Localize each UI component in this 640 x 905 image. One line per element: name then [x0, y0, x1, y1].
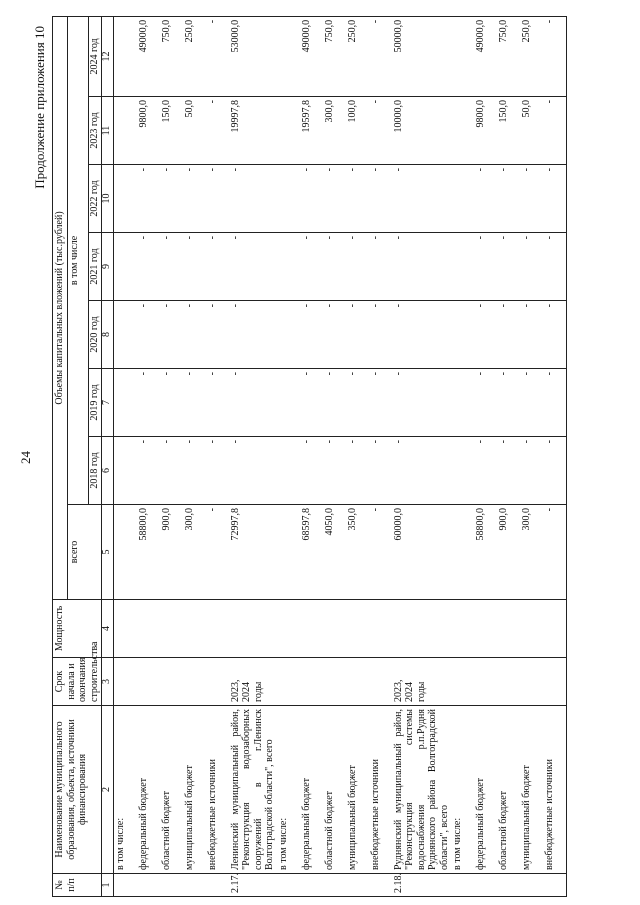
row-term: [346, 658, 369, 706]
row-capacity: [277, 600, 300, 658]
row-name: федеральный бюджет: [300, 706, 323, 874]
column-number: 4: [102, 600, 114, 658]
row-year-value: -: [160, 301, 183, 369]
row-year-value: -: [543, 233, 567, 301]
row-term: [160, 658, 183, 706]
row-year-value: -: [497, 369, 520, 437]
row-year-value: -: [346, 437, 369, 505]
row-name: Ленинский муниципальный район, "Реконструкция водозаборных сооружений в г.Ленинск Волгоградской области", всего: [229, 706, 277, 874]
row-total: -: [206, 505, 229, 600]
row-year-value: -: [369, 233, 392, 301]
row-year-value: -: [300, 369, 323, 437]
column-number: 6: [102, 437, 114, 505]
table-row: [206, 16, 229, 896]
row-year-value: -: [474, 233, 497, 301]
row-year-value: -: [323, 301, 346, 369]
row-name: муниципальный бюджет: [346, 706, 369, 874]
row-year-value: -: [300, 165, 323, 233]
row-capacity: [392, 600, 452, 658]
header-number: № п/п: [53, 874, 102, 897]
row-year-value: 250,0: [520, 16, 543, 96]
row-year-value: -: [323, 233, 346, 301]
row-term: [277, 658, 300, 706]
row-year-value: -: [137, 233, 160, 301]
row-year-value: -: [497, 233, 520, 301]
row-name: Руднянский муниципальный район, "Реконструкция системы водоснабжения р.п.Рудня Руднянского района Волгоградской области", всего: [392, 706, 452, 874]
row-year-value: -: [543, 301, 567, 369]
row-year-value: [451, 233, 474, 301]
row-year-value: -: [137, 369, 160, 437]
row-number: [323, 874, 346, 897]
header-capacity: Мощность: [53, 600, 102, 658]
row-number: [277, 874, 300, 897]
table-row: [474, 16, 497, 896]
row-year-value: 750,0: [497, 16, 520, 96]
header-year: 2023 год: [88, 97, 102, 165]
header-term: Срок начала и окончания строительства: [53, 658, 102, 706]
row-year-value: [113, 97, 137, 165]
row-year-value: -: [392, 301, 452, 369]
row-year-value: -: [206, 16, 229, 96]
row-year-value: -: [520, 437, 543, 505]
row-year-value: -: [369, 165, 392, 233]
row-term: [369, 658, 392, 706]
row-name: в том числе:: [113, 706, 137, 874]
row-capacity: [474, 600, 497, 658]
row-year-value: 10000,0: [392, 97, 452, 165]
row-number: 2.18.: [392, 874, 452, 897]
row-year-value: -: [206, 165, 229, 233]
row-total: [451, 505, 474, 600]
row-year-value: 150,0: [497, 97, 520, 165]
row-year-value: -: [137, 437, 160, 505]
row-year-value: 100,0: [346, 97, 369, 165]
row-year-value: -: [543, 16, 567, 96]
row-year-value: [451, 437, 474, 505]
column-number-row: [102, 16, 114, 896]
row-name: внебюджетные источники: [206, 706, 229, 874]
column-number: 5: [102, 505, 114, 600]
header-year: 2018 год: [88, 437, 102, 505]
table-row: [392, 16, 452, 896]
row-number: [183, 874, 206, 897]
row-year-value: [113, 16, 137, 96]
row-year-value: -: [183, 369, 206, 437]
row-year-value: -: [183, 301, 206, 369]
row-year-value: 53000,0: [229, 16, 277, 96]
row-name: внебюджетные источники: [369, 706, 392, 874]
row-name: федеральный бюджет: [474, 706, 497, 874]
row-capacity: [323, 600, 346, 658]
row-total: 4050,0: [323, 505, 346, 600]
table-row: [369, 16, 392, 896]
row-year-value: -: [229, 301, 277, 369]
header-year: 2021 год: [88, 233, 102, 301]
row-year-value: 50,0: [183, 97, 206, 165]
row-capacity: [369, 600, 392, 658]
row-year-value: -: [369, 437, 392, 505]
row-year-value: -: [346, 301, 369, 369]
row-number: [206, 874, 229, 897]
row-year-value: -: [183, 437, 206, 505]
column-number: 1: [102, 874, 114, 897]
row-year-value: -: [474, 301, 497, 369]
row-year-value: -: [229, 165, 277, 233]
row-year-value: [277, 437, 300, 505]
header-year: 2024 год: [88, 16, 102, 96]
row-year-value: 750,0: [323, 16, 346, 96]
row-capacity: [300, 600, 323, 658]
table-row: [543, 16, 567, 896]
row-year-value: -: [206, 437, 229, 505]
row-name: областной бюджет: [497, 706, 520, 874]
table-row: [160, 16, 183, 896]
row-year-value: -: [229, 369, 277, 437]
row-term: 2023, 2024 годы: [392, 658, 452, 706]
row-term: [300, 658, 323, 706]
row-year-value: -: [160, 165, 183, 233]
table-row: [137, 16, 160, 896]
row-year-value: 49000,0: [137, 16, 160, 96]
row-year-value: [113, 301, 137, 369]
row-term: [137, 658, 160, 706]
row-number: [346, 874, 369, 897]
header-year: 2020 год: [88, 301, 102, 369]
row-year-value: [277, 165, 300, 233]
row-name: в том числе:: [277, 706, 300, 874]
row-total: 58800,0: [474, 505, 497, 600]
row-year-value: 49000,0: [474, 16, 497, 96]
row-year-value: -: [300, 301, 323, 369]
row-total: 60000,0: [392, 505, 452, 600]
row-year-value: -: [183, 233, 206, 301]
row-year-value: -: [229, 233, 277, 301]
row-year-value: -: [520, 233, 543, 301]
column-number: 10: [102, 165, 114, 233]
column-number: 2: [102, 706, 114, 874]
row-name: внебюджетные источники: [543, 706, 567, 874]
row-name: муниципальный бюджет: [520, 706, 543, 874]
row-year-value: 250,0: [183, 16, 206, 96]
row-number: [369, 874, 392, 897]
row-year-value: [277, 97, 300, 165]
table-row: [229, 16, 277, 896]
column-number: 7: [102, 369, 114, 437]
row-number: [137, 874, 160, 897]
row-year-value: -: [543, 97, 567, 165]
table-row: [300, 16, 323, 896]
row-total: 900,0: [160, 505, 183, 600]
row-year-value: -: [520, 301, 543, 369]
row-year-value: -: [497, 437, 520, 505]
row-name: областной бюджет: [323, 706, 346, 874]
row-year-value: [113, 233, 137, 301]
row-number: [474, 874, 497, 897]
column-number: 8: [102, 301, 114, 369]
row-capacity: [137, 600, 160, 658]
row-term: [113, 658, 137, 706]
row-year-value: -: [206, 301, 229, 369]
row-year-value: 150,0: [160, 97, 183, 165]
row-year-value: -: [229, 437, 277, 505]
row-number: [451, 874, 474, 897]
row-year-value: -: [474, 369, 497, 437]
row-total: 68597,8: [300, 505, 323, 600]
row-year-value: -: [206, 369, 229, 437]
header-year: 2022 год: [88, 165, 102, 233]
page-number: 24: [18, 451, 33, 464]
row-name: муниципальный бюджет: [183, 706, 206, 874]
row-year-value: -: [369, 369, 392, 437]
row-term: [183, 658, 206, 706]
row-term: [474, 658, 497, 706]
row-number: [497, 874, 520, 897]
row-name: федеральный бюджет: [137, 706, 160, 874]
row-capacity: [206, 600, 229, 658]
row-total: [113, 505, 137, 600]
row-year-value: [451, 97, 474, 165]
row-total: 300,0: [183, 505, 206, 600]
row-term: 2023, 2024 годы: [229, 658, 277, 706]
row-year-value: -: [474, 165, 497, 233]
table-row: [277, 16, 300, 896]
row-year-value: -: [369, 301, 392, 369]
row-year-value: 50000,0: [392, 16, 452, 96]
row-capacity: [497, 600, 520, 658]
row-year-value: -: [520, 369, 543, 437]
row-capacity: [520, 600, 543, 658]
row-year-value: -: [543, 369, 567, 437]
row-year-value: -: [206, 233, 229, 301]
row-year-value: [277, 16, 300, 96]
row-year-value: [451, 165, 474, 233]
column-number: 3: [102, 658, 114, 706]
row-number: [520, 874, 543, 897]
row-term: [206, 658, 229, 706]
row-number: [543, 874, 567, 897]
column-number: 11: [102, 97, 114, 165]
row-year-value: -: [392, 165, 452, 233]
row-term: [497, 658, 520, 706]
row-total: [277, 505, 300, 600]
row-capacity: [229, 600, 277, 658]
row-year-value: [113, 165, 137, 233]
row-number: [160, 874, 183, 897]
header-incl: в том числе: [67, 16, 88, 504]
row-total: 58800,0: [137, 505, 160, 600]
row-year-value: -: [300, 233, 323, 301]
column-number: 9: [102, 233, 114, 301]
table-row: [520, 16, 543, 896]
table-row: [183, 16, 206, 896]
row-year-value: 750,0: [160, 16, 183, 96]
row-capacity: [543, 600, 567, 658]
row-year-value: -: [543, 165, 567, 233]
row-year-value: -: [369, 97, 392, 165]
row-number: 2.17.: [229, 874, 277, 897]
row-year-value: -: [183, 165, 206, 233]
row-year-value: 49000,0: [300, 16, 323, 96]
row-year-value: -: [160, 369, 183, 437]
row-year-value: -: [346, 233, 369, 301]
row-year-value: 250,0: [346, 16, 369, 96]
row-year-value: -: [346, 369, 369, 437]
row-name: в том числе:: [451, 706, 474, 874]
column-number: 12: [102, 16, 114, 96]
row-total: -: [543, 505, 567, 600]
row-year-value: 9800,0: [474, 97, 497, 165]
row-term: [451, 658, 474, 706]
row-year-value: [451, 301, 474, 369]
row-year-value: -: [392, 369, 452, 437]
table-row: [113, 16, 137, 896]
header-total: всего: [67, 505, 102, 600]
row-capacity: [451, 600, 474, 658]
row-year-value: 300,0: [323, 97, 346, 165]
row-year-value: -: [474, 437, 497, 505]
row-term: [543, 658, 567, 706]
header-year: 2019 год: [88, 369, 102, 437]
table-row: [497, 16, 520, 896]
row-year-value: [451, 16, 474, 96]
row-year-value: -: [137, 301, 160, 369]
row-year-value: -: [369, 16, 392, 96]
row-total: 72997,8: [229, 505, 277, 600]
row-capacity: [183, 600, 206, 658]
row-year-value: -: [206, 97, 229, 165]
row-capacity: [346, 600, 369, 658]
row-year-value: -: [346, 165, 369, 233]
row-year-value: -: [160, 233, 183, 301]
row-year-value: -: [323, 165, 346, 233]
row-year-value: -: [497, 165, 520, 233]
row-total: 900,0: [497, 505, 520, 600]
row-year-value: -: [137, 165, 160, 233]
continuation-caption: Продолжение приложения 10: [32, 26, 47, 189]
row-total: 300,0: [520, 505, 543, 600]
table-row: [346, 16, 369, 896]
row-year-value: -: [323, 369, 346, 437]
row-year-value: [113, 437, 137, 505]
row-year-value: [113, 369, 137, 437]
row-number: [113, 874, 137, 897]
header-name: Наименование муниципального образования, объекта, источники финансирования: [53, 706, 102, 874]
row-total: -: [369, 505, 392, 600]
row-year-value: [451, 369, 474, 437]
row-year-value: -: [300, 437, 323, 505]
row-year-value: [277, 369, 300, 437]
row-term: [323, 658, 346, 706]
row-year-value: [277, 301, 300, 369]
row-year-value: [277, 233, 300, 301]
row-year-value: -: [520, 165, 543, 233]
row-capacity: [160, 600, 183, 658]
row-term: [520, 658, 543, 706]
capital-investment-table: [52, 16, 567, 897]
row-year-value: -: [392, 437, 452, 505]
table-row: [451, 16, 474, 896]
row-capacity: [113, 600, 137, 658]
row-number: [300, 874, 323, 897]
row-year-value: -: [160, 437, 183, 505]
row-year-value: 50,0: [520, 97, 543, 165]
row-year-value: 9800,0: [137, 97, 160, 165]
table-body: [113, 16, 567, 896]
header-volumes: Объемы капитальных вложений (тыс.рублей): [53, 16, 68, 599]
row-name: областной бюджет: [160, 706, 183, 874]
row-year-value: 19997,8: [229, 97, 277, 165]
row-year-value: -: [543, 437, 567, 505]
row-year-value: -: [497, 301, 520, 369]
row-total: 350,0: [346, 505, 369, 600]
row-year-value: -: [323, 437, 346, 505]
table-row: [323, 16, 346, 896]
row-year-value: 19597,8: [300, 97, 323, 165]
row-year-value: -: [392, 233, 452, 301]
